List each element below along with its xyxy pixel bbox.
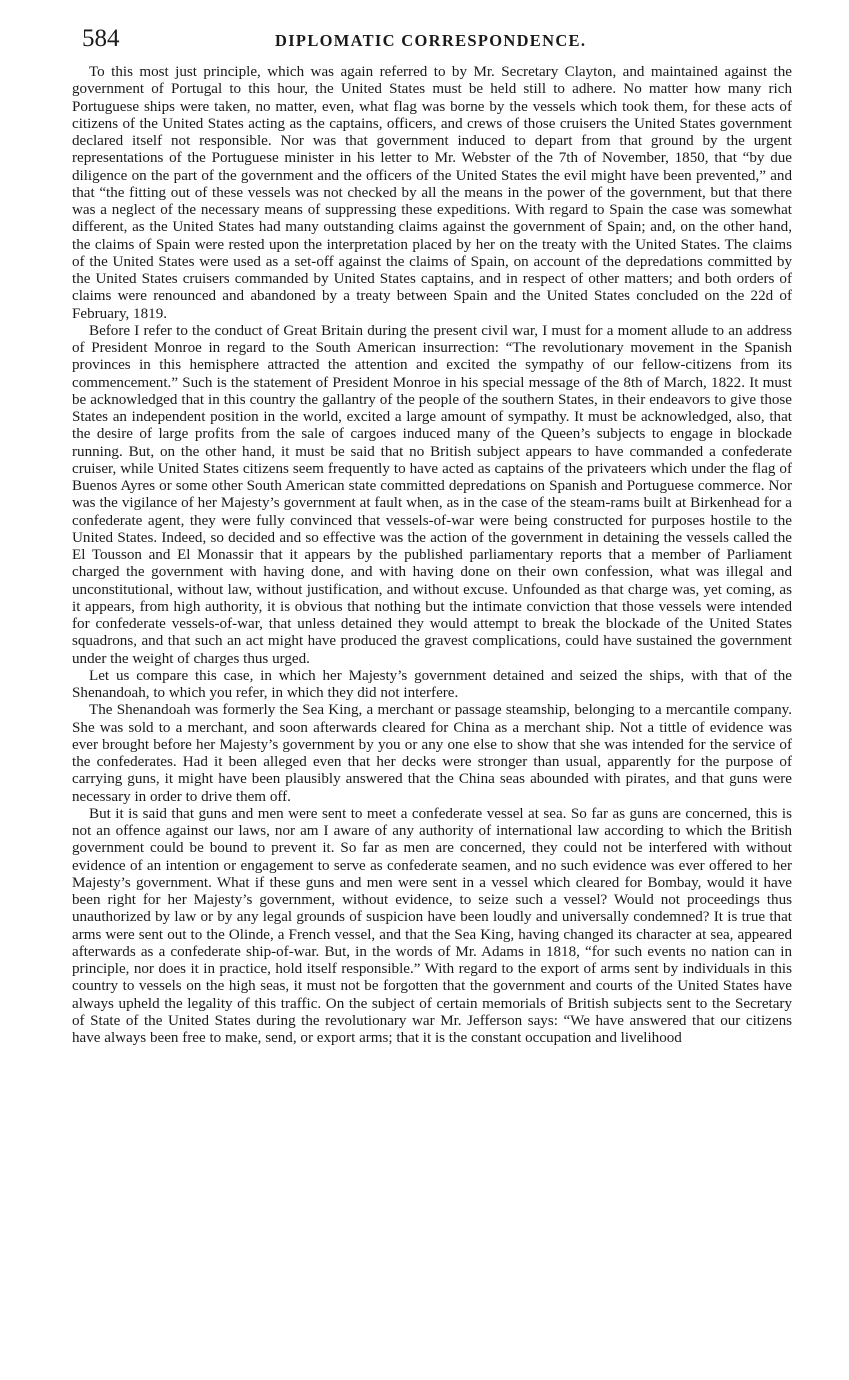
running-head (72, 22, 792, 56)
paragraph: Before I refer to the conduct of Great Britain during the present civil war, I must for a moment allude to an address of President Monroe in regard to the South American insurrection: “The revolutionary movement in the Spanish provinces in this hemisphere attracted the attention and excited the sympathy of our fellow-citizens from its commencement.” Such is the statement of President Monroe in his special message of the 8th of March, 1822. It must be acknowledged that in this country the gallantry of the people of the southern States, in their endeavors to give those States an independent position in the world, excited a large amount of sympathy. It must be acknowledged, also, that the desire of large profits from the sale of cargoes induced many of the Queen’s subjects to engage in blockade running. But, on the other hand, it must be said that no British subject appears to have commanded a confederate cruiser, while United States citizens seem frequently to have acted as captains of the privateers which under the flag of Buenos Ayres or some other South American state committed depredations on Spanish and Portuguese commerce. Nor was the vigilance of her Majesty’s government at fault when, as in the case of the steam-rams built at Birkenhead for a confederate agent, they were fully convinced that vessels-of-war were being constructed for purposes hostile to the United States. Indeed, so decided and so effective was the action of the government in detaining the vessels called the El Tousson and El Monassir that it appears by the published parliamentary reports that a member of Parliament charged the government with having done, and with having done on their own confession, what was illegal and unconstitutional, without law, without justification, and without excuse. Unfounded as that charge was, yet coming, as it appears, from high authority, it is obvious that nothing but the intimate conviction that those vessels were intended for confederate vessels-of-war, that unless detained they would attempt to break the blockade of the United States squadrons, and that such an act might have produced the gravest complications, could have sustained the government under the weight of charges thus urged. (72, 322, 792, 667)
document-page (72, 22, 792, 1047)
paragraph: But it is said that guns and men were sent to meet a confederate vessel at sea. So far as guns are concerned, this is not an offence against our laws, nor am I aware of any authority of international law according to which the British government could be bound to prevent it. So far as men are concerned, they could not be interfered with without evidence of an intention or engagement to serve as confederate seamen, and no such evidence was ever offered to her Majesty’s government. What if these guns and men were sent in a vessel which cleared for Bombay, would it have been right for her Majesty’s government, without evidence, to seize such a vessel? Would not proceedings thus unauthorized by law or by any legal grounds of suspicion have been loudly and universally condemned? It is true that arms were sent out to the Olinde, a French vessel, and that the Sea King, having changed its character at sea, appeared afterwards as a confederate ship-of-war. But, in the words of Mr. Adams in 1818, “for such events no nation can in principle, nor does it in practice, hold itself responsible.” With regard to the export of arms sent by individuals in this country to vessels on the high seas, it must not be forgotten that the government and courts of the United States have always upheld the legality of this traffic. On the subject of certain memorials of British subjects sent to the Secretary of State of the United States during the revolutionary war Mr. Jefferson says: “We have answered that our citizens have always been free to make, send, or export arms; that it is the constant occupation and livelihood (72, 805, 792, 1046)
running-title: DIPLOMATIC CORRESPONDENCE. (275, 31, 587, 50)
page-number: 584 (82, 25, 120, 52)
body-text (72, 64, 792, 1047)
paragraph: To this most just principle, which was again referred to by Mr. Secretary Clayton, and maintained against the government of Portugal to this hour, the United States must be held still to adhere. No matter how many rich Portuguese ships were taken, no matter, even, what flag was borne by the vessels which took them, for these acts of citizens of the United States acting as the captains, officers, and crews of those cruisers the United States government declared itself not responsible. Nor was that government induced to depart from that ground by the urgent representations of the Portuguese minister in his letter to Mr. Webster of the 7th of November, 1850, that “by due diligence on the part of the government and the officers of the United States the evil might have been prevented,” and that “the fitting out of these vessels was not checked by all the means in the power of the government, but that there was a neglect of the necessary means of suppressing these expeditions. With regard to Spain the case was somewhat different, as the United States had many outstanding claims against the government of Spain; and, on the other hand, the claims of Spain were rested upon the interpretation placed by her on the treaty with the United States. The claims of the United States were used as a set-off against the claims of Spain, on account of the depredations committed by the United States cruisers commanded by United States captains, and in respect of other matters; and both orders of claims were renounced and abandoned by a treaty between Spain and the United States concluded on the 22d of February, 1819. (72, 64, 792, 322)
paragraph: Let us compare this case, in which her Majesty’s government detained and seized the ships, with that of the Shenandoah, to which you refer, in which they did not interfere. (72, 667, 792, 701)
paragraph: The Shenandoah was formerly the Sea King, a merchant or passage steamship, belonging to a mercantile company. She was sold to a merchant, and soon afterwards cleared for China as a merchant ship. Not a tittle of evidence was ever brought before her Majesty’s government by you or any one else to show that she was intended for the service of the confederates. Had it been alleged even that her decks were stronger than usual, apparently for the purpose of carrying guns, it might have been plausibly answered that the China seas abounded with pirates, and that guns were necessary in order to drive them off. (72, 702, 792, 805)
